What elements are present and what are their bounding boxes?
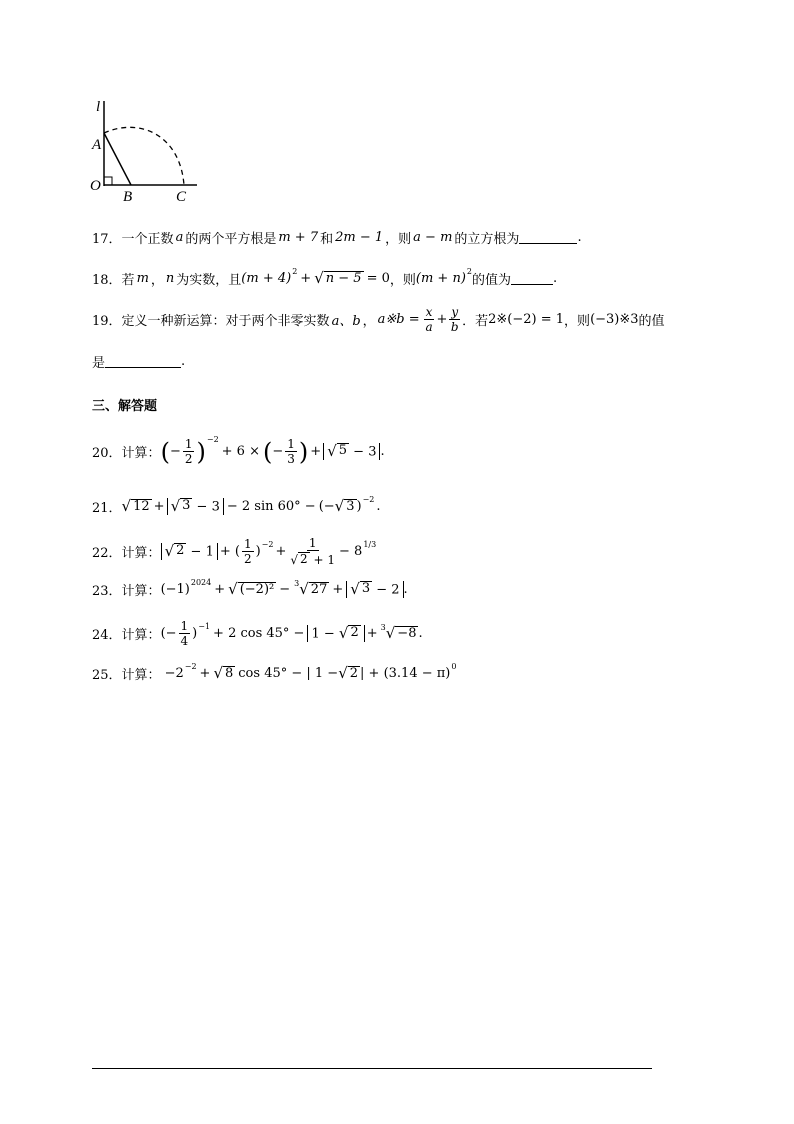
geometry-figure [80, 95, 210, 205]
question-20: 20． 计算： ( − $\frac{1}{2}$ ) −2 + 6 × ( − $\frac{1}{3}$ ) + √ 5 − 3 . [92, 435, 385, 466]
answer-blank-17[interactable] [519, 231, 577, 244]
fraction-one-half: $\frac{1}{2}$ [184, 437, 193, 466]
q25-number: 25． [92, 668, 122, 683]
absolute-value: √ 3 − 3 [167, 498, 224, 514]
sqrt-n-minus-5: √ n − 5 [314, 269, 362, 288]
label-l: l [96, 99, 101, 115]
fraction-one-over-sqrt2-plus-1: 1 √ 2 + 1 [290, 536, 336, 568]
fraction-one-third: $\frac{1}{3}$ [287, 437, 295, 466]
question-22: 22． 计算： √ 2 − 1 + ( $\frac{1}{2}$ ) −2 + 1 √ 2 + 1 − 8 1/3 [92, 536, 377, 568]
question-23: 23． 计算： (−1) 2024 + √ (−2)² − 3 √ 27 + √ 3 − 2 . [92, 578, 408, 599]
q24-number: 24． [92, 628, 122, 643]
label-O: O [90, 178, 101, 194]
fraction-y-over-b: $\frac{y}{b}$ [450, 305, 459, 334]
right-angle-mark [104, 177, 112, 185]
question-21: 21． √ 12 + √ 3 − 3 − 2 sin 60° − (− √ 3 ) −2 . [92, 495, 381, 516]
fraction-x-over-a: $\frac{x}{a}$ [425, 305, 433, 334]
section-heading: 三、解答题 [92, 399, 158, 414]
q22-number: 22． [92, 546, 122, 562]
question-17: 17． 一个正数 a 的两个平方根是 m + 7 和 2m − 1 ，则 a − m 的立方根为 . [92, 230, 582, 247]
question-19-cont: 是 . [92, 354, 186, 371]
q19-number: 19． [92, 314, 122, 329]
q17-number: 17． [92, 232, 122, 247]
footer-rule [92, 1068, 652, 1069]
absolute-value: 1 − √ 2 [307, 625, 364, 641]
question-19: 19． 定义一种新运算：对于两个非零实数 a、b ， a※b = $\frac{x}{a}$ + $\frac{y}{b}$ ．若 2※(−2) = 1 ，则 (−3)※3 的值 [92, 305, 665, 334]
question-24: 24． 计算： (− $\frac{1}{4}$ ) −1 + 2 cos 45° − 1 − √ 2 + 3 √ −8 . [92, 619, 423, 648]
q18-number: 18． [92, 273, 122, 288]
label-C: C [176, 189, 187, 205]
q23-number: 23． [92, 584, 122, 599]
label-A: A [92, 137, 102, 153]
answer-blank-18[interactable] [511, 272, 553, 285]
q20-number: 20． [92, 446, 122, 461]
question-18: 18． 若 m ， n 为实数，且 (m + 4) 2 + √ n − 5 = 0 ，则 (m + n) 2 的值为 . [92, 267, 558, 288]
q21-number: 21． [92, 501, 122, 516]
absolute-value: √ 3 − 2 [346, 581, 403, 597]
absolute-value: √ 2 − 1 [161, 543, 218, 559]
question-25: 25． 计算： −2 −2 + √ 8 cos 45° − | 1 − √ 2 | + (3.14 − π) 0 [92, 662, 457, 683]
absolute-value: √ 5 − 3 [323, 443, 380, 459]
answer-blank-19[interactable] [105, 355, 181, 368]
label-B: B [123, 189, 133, 205]
